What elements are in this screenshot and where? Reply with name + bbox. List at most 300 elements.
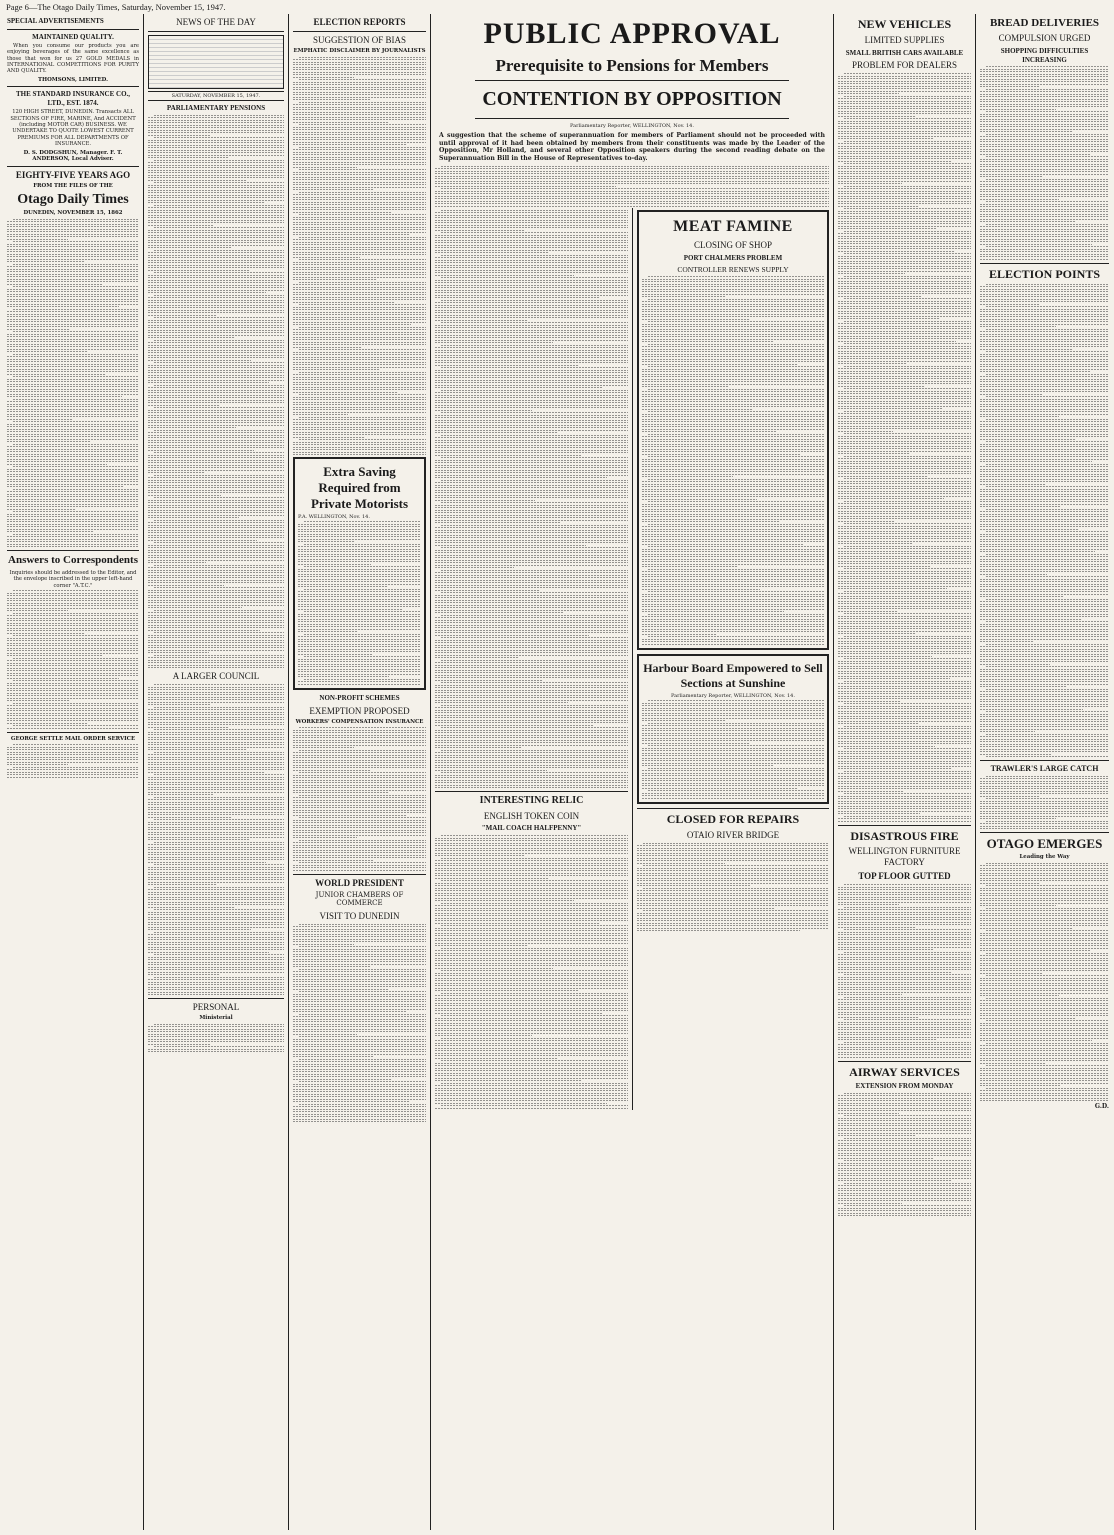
text-line <box>986 975 1109 976</box>
text-line <box>293 974 426 975</box>
text-line <box>293 149 426 150</box>
text-line <box>148 260 284 261</box>
text-line <box>435 1028 628 1029</box>
text-line <box>7 675 139 676</box>
text-line <box>435 610 628 611</box>
text-line <box>642 519 824 520</box>
text-line <box>293 239 426 240</box>
text-line <box>148 342 284 343</box>
text-line <box>293 297 426 298</box>
text-line <box>148 914 284 915</box>
text-line <box>980 501 1109 502</box>
text-line <box>298 654 373 655</box>
text-line <box>980 219 1109 220</box>
subheading: SMALL BRITISH CARS AVAILABLE <box>845 48 964 57</box>
text-line <box>838 341 956 342</box>
text-line <box>299 750 426 751</box>
text-line <box>980 636 1109 637</box>
text-line <box>980 406 1109 407</box>
text-line <box>980 1100 1109 1101</box>
text-line <box>838 992 971 993</box>
signature: G.D. <box>1094 1103 1109 1111</box>
text-line <box>293 797 426 798</box>
text-line <box>838 716 971 717</box>
text-line <box>838 126 971 127</box>
text-line <box>838 313 971 314</box>
section-heading: NEWS OF THE DAY <box>176 17 256 27</box>
text-line <box>986 756 1109 757</box>
text-line <box>838 176 971 177</box>
text-line <box>435 712 628 713</box>
text-line <box>7 708 139 709</box>
text-line <box>642 511 824 512</box>
text-line <box>642 309 824 310</box>
text-line <box>980 181 1109 182</box>
text-line <box>148 667 284 668</box>
text-line <box>986 396 1109 397</box>
text-line <box>980 788 1109 789</box>
text-line <box>435 220 628 221</box>
text-line <box>642 281 824 282</box>
text-line <box>293 959 426 960</box>
text-line <box>838 1170 971 1171</box>
text-line <box>435 953 628 954</box>
text-line <box>980 1095 1109 1096</box>
text-line <box>844 568 971 569</box>
text-line <box>980 1070 1109 1071</box>
text-line <box>148 727 228 728</box>
text-line <box>435 272 628 273</box>
text-line <box>637 868 829 869</box>
text-line <box>299 237 426 238</box>
text-line <box>435 555 628 556</box>
text-line <box>148 904 284 905</box>
text-line <box>980 229 1109 230</box>
text-line <box>293 827 426 828</box>
text-line <box>648 501 824 502</box>
text-line <box>7 715 139 716</box>
text-line <box>293 1071 426 1072</box>
text-line <box>642 416 824 417</box>
text-line <box>435 275 574 276</box>
text-line <box>838 673 971 674</box>
text-line <box>980 139 1109 140</box>
text-line <box>838 201 971 202</box>
text-line <box>838 954 971 955</box>
text-line <box>980 481 1109 482</box>
text-line <box>7 276 139 277</box>
dateline: P.A. WELLINGTON, Nov. 14. <box>298 513 370 520</box>
text-line <box>986 351 1109 352</box>
text-line <box>838 818 971 819</box>
text-line <box>298 676 389 677</box>
text-line <box>441 390 628 391</box>
text-line <box>980 451 1109 452</box>
text-line <box>435 193 829 194</box>
text-line <box>642 361 824 362</box>
text-line <box>293 402 426 403</box>
text-line <box>838 1118 971 1119</box>
text-line <box>980 579 1109 580</box>
text-line <box>435 690 628 691</box>
text-line <box>980 786 1109 787</box>
text-line <box>642 311 824 312</box>
text-line <box>642 798 824 799</box>
text-line <box>637 890 829 891</box>
text-line <box>838 741 971 742</box>
text-line <box>838 526 971 527</box>
text-line <box>435 402 628 403</box>
text-line <box>299 772 426 773</box>
text-line <box>838 919 971 920</box>
text-line <box>293 317 426 318</box>
text-line <box>642 619 824 620</box>
text-line <box>980 386 1109 387</box>
text-line <box>642 584 824 585</box>
text-line <box>838 283 971 284</box>
text-line <box>299 124 426 125</box>
text-line <box>293 1029 426 1030</box>
text-line <box>838 1168 971 1169</box>
text-line <box>637 878 829 879</box>
text-line <box>980 71 1109 72</box>
text-line <box>435 665 628 666</box>
text-line <box>435 227 628 228</box>
text-line <box>435 755 628 756</box>
text-line <box>148 370 284 371</box>
text-line <box>838 583 971 584</box>
text-line <box>435 176 829 177</box>
text-line <box>642 306 824 307</box>
text-line <box>980 199 1059 200</box>
text-line <box>299 439 426 440</box>
text-line <box>980 171 1109 172</box>
text-line <box>7 670 139 671</box>
text-line <box>642 551 824 552</box>
text-line <box>293 979 426 980</box>
text-line <box>838 753 971 754</box>
text-line <box>148 595 284 596</box>
text-line <box>980 1053 1109 1054</box>
text-line <box>980 948 1109 949</box>
text-line <box>7 394 139 395</box>
text-line <box>980 801 1109 802</box>
text-line <box>148 122 284 123</box>
text-line <box>435 735 628 736</box>
article-heading: MEAT FAMINE <box>673 218 793 236</box>
text-line <box>838 101 971 102</box>
text-line <box>435 1013 603 1014</box>
text-line <box>838 88 971 89</box>
text-line <box>980 978 1109 979</box>
text-line <box>293 926 426 927</box>
text-line <box>7 299 139 300</box>
text-line <box>838 108 971 109</box>
text-line <box>838 468 971 469</box>
text-line <box>435 330 628 331</box>
text-line <box>642 279 824 280</box>
text-line <box>980 84 1109 85</box>
text-line <box>838 123 971 124</box>
text-line <box>293 986 426 987</box>
text-line <box>642 356 824 357</box>
text-line <box>435 517 628 518</box>
text-line <box>13 466 139 467</box>
text-line <box>844 748 971 749</box>
text-line <box>7 279 139 280</box>
column-6 <box>835 14 974 1530</box>
text-line <box>844 726 971 727</box>
text-line <box>435 587 628 588</box>
text-line <box>838 408 942 409</box>
text-line <box>7 459 139 460</box>
text-line <box>838 171 971 172</box>
text-line <box>642 286 824 287</box>
ad-signature: THOMSONS, LIMITED. <box>37 76 109 83</box>
text-line <box>293 67 426 68</box>
text-line <box>980 604 1109 605</box>
text-line <box>980 469 1109 470</box>
text-line <box>642 750 824 751</box>
text-line <box>642 765 773 766</box>
text-line <box>838 781 971 782</box>
text-line <box>293 407 426 408</box>
text-line <box>154 137 284 138</box>
text-line <box>293 1056 374 1057</box>
text-line <box>838 686 971 687</box>
text-line <box>148 265 284 266</box>
text-line <box>7 653 139 654</box>
text-line <box>986 201 1109 202</box>
text-line <box>838 1044 971 1045</box>
text-line <box>293 1044 426 1045</box>
text-line <box>980 960 1109 961</box>
text-line <box>148 400 284 401</box>
text-line <box>980 491 1109 492</box>
text-line <box>642 601 824 602</box>
text-line <box>441 255 628 256</box>
text-line <box>838 143 971 144</box>
text-line <box>642 760 824 761</box>
text-line <box>7 605 139 606</box>
text-line <box>980 1050 1109 1051</box>
text-line <box>838 758 971 759</box>
text-line <box>7 544 139 545</box>
text-line <box>293 981 426 982</box>
text-line <box>435 1008 628 1009</box>
text-line <box>980 895 1109 896</box>
text-line <box>148 560 284 561</box>
text-line <box>299 969 426 970</box>
text-line <box>986 1065 1109 1066</box>
text-line <box>980 106 1109 107</box>
text-line <box>642 604 824 605</box>
text-line <box>838 1052 971 1053</box>
subheading: PORT CHALMERS PROBLEM <box>683 253 783 262</box>
text-line <box>980 751 1109 752</box>
text-line <box>154 1046 284 1047</box>
article-text <box>980 66 1109 260</box>
text-line <box>293 342 426 343</box>
text-line <box>298 559 421 560</box>
text-line <box>435 225 628 226</box>
text-line <box>435 780 628 781</box>
text-line <box>435 270 628 271</box>
text-line <box>838 443 971 444</box>
text-line <box>148 180 246 181</box>
text-line <box>7 541 139 542</box>
text-line <box>435 347 628 348</box>
text-line <box>7 324 139 325</box>
text-line <box>435 1078 628 1079</box>
text-line <box>148 552 284 553</box>
text-line <box>642 461 824 462</box>
text-line <box>980 116 1109 117</box>
text-line <box>293 119 426 120</box>
text-line <box>642 541 824 542</box>
text-line <box>154 340 284 341</box>
text-line <box>435 1033 628 1034</box>
text-line <box>642 496 824 497</box>
text-line <box>838 158 971 159</box>
text-line <box>642 539 824 540</box>
text-line <box>838 268 971 269</box>
text-line <box>435 597 628 598</box>
text-line <box>293 1009 426 1010</box>
text-line <box>298 549 421 550</box>
text-line <box>298 624 421 625</box>
text-line <box>7 593 139 594</box>
text-line <box>7 306 119 307</box>
text-line <box>293 69 426 70</box>
text-line <box>838 136 971 137</box>
text-line <box>7 762 139 763</box>
text-line <box>148 1026 284 1027</box>
text-line <box>435 890 628 891</box>
text-line <box>838 401 971 402</box>
text-line <box>980 1063 1045 1064</box>
text-line <box>986 821 1109 822</box>
text-line <box>148 862 266 863</box>
text-line <box>980 818 1056 819</box>
column-rule <box>288 14 289 1530</box>
text-line <box>980 741 1109 742</box>
text-line <box>838 914 971 915</box>
subheading: Leading the Way <box>1019 854 1070 861</box>
text-line <box>298 596 421 597</box>
text-line <box>148 620 284 621</box>
text-line <box>844 478 971 479</box>
text-line <box>293 449 426 450</box>
text-line <box>435 590 539 591</box>
text-line <box>435 203 829 204</box>
text-line <box>293 820 426 821</box>
text-line <box>293 227 426 228</box>
text-line <box>980 868 1109 869</box>
text-line <box>642 399 824 400</box>
text-line <box>7 546 139 547</box>
text-line <box>435 647 628 648</box>
text-line <box>838 83 971 84</box>
text-line <box>838 1100 971 1101</box>
text-line <box>148 657 284 658</box>
text-line <box>7 334 139 335</box>
text-line <box>435 885 628 886</box>
article-text <box>637 843 829 932</box>
text-line <box>293 1024 426 1025</box>
text-line <box>980 828 1109 829</box>
text-line <box>293 792 389 793</box>
text-line <box>980 684 1109 685</box>
text-line <box>148 817 231 818</box>
text-line <box>148 377 284 378</box>
text-line <box>298 636 421 637</box>
text-line <box>435 285 628 286</box>
text-line <box>7 439 139 440</box>
text-line <box>293 1069 426 1070</box>
text-line <box>838 326 971 327</box>
text-line <box>148 630 260 631</box>
subheading: JUNIOR CHAMBERS OF COMMERCE <box>315 890 404 908</box>
text-line <box>435 325 628 326</box>
text-line <box>7 409 139 410</box>
text-line <box>435 873 628 874</box>
text-line <box>298 669 421 670</box>
text-line <box>838 713 971 714</box>
text-line <box>298 539 421 540</box>
text-line <box>838 1133 971 1134</box>
text-line <box>980 1085 1061 1086</box>
text-line <box>148 325 284 326</box>
text-line <box>642 748 824 749</box>
text-line <box>838 76 971 77</box>
text-line <box>980 671 1109 672</box>
text-line <box>838 508 971 509</box>
text-line <box>642 446 824 447</box>
text-line <box>642 354 824 355</box>
text-line <box>980 151 1109 152</box>
text-line <box>642 406 824 407</box>
subheading: COMPULSION URGED <box>998 33 1091 44</box>
text-line <box>642 454 800 455</box>
text-line <box>980 669 1109 670</box>
article-text <box>148 1024 284 1053</box>
text-line <box>299 1036 426 1037</box>
text-line <box>293 337 426 338</box>
text-line <box>7 281 139 282</box>
text-line <box>838 947 971 948</box>
text-line <box>980 421 1109 422</box>
text-line <box>844 73 971 74</box>
text-line <box>148 809 284 810</box>
text-line <box>148 125 284 126</box>
text-line <box>980 754 1052 755</box>
text-line <box>980 184 1109 185</box>
text-line <box>293 82 426 83</box>
text-line <box>293 207 426 208</box>
text-line <box>980 661 1109 662</box>
section-heading: ELECTION REPORTS <box>313 17 406 27</box>
text-line <box>293 1051 426 1052</box>
text-line <box>980 154 1090 155</box>
text-line <box>293 99 371 100</box>
text-line <box>441 615 628 616</box>
text-line <box>435 850 628 851</box>
text-line <box>980 431 1109 432</box>
text-line <box>838 386 924 387</box>
text-line <box>293 852 426 853</box>
text-line <box>980 1013 1109 1014</box>
